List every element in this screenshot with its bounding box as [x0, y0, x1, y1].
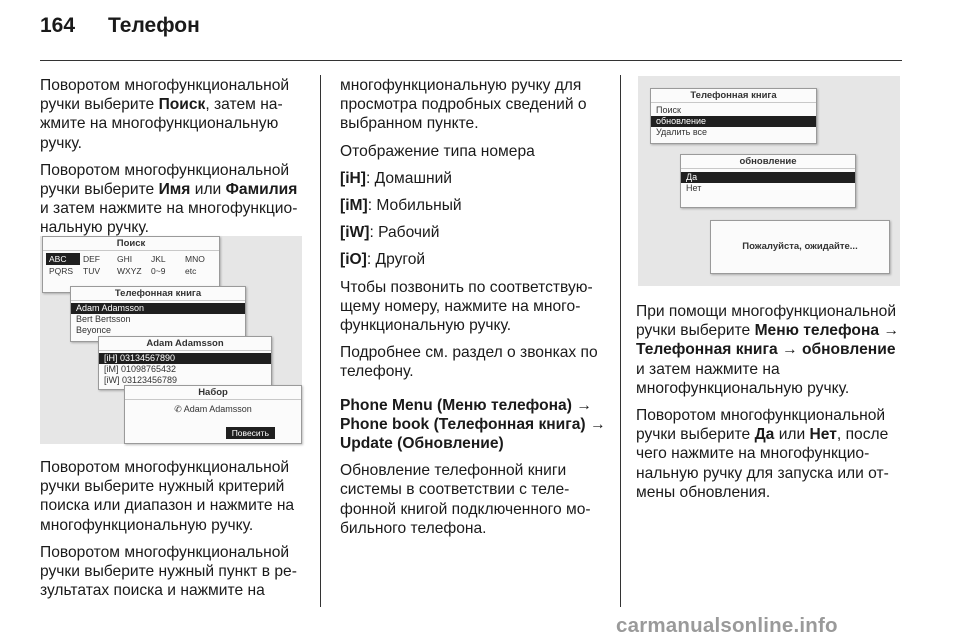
- figure-phonebook-update: [638, 76, 900, 286]
- grid-cell[interactable]: 0~9: [151, 266, 166, 276]
- paragraph: При помощи многофункциональной ручки выберите Меню телефона → Телефонная книга → обновление и затем нажмите на многофункциональную ручку.: [636, 303, 899, 397]
- paragraph: Подробнее см. раздел о звонках по телефону.: [340, 344, 598, 381]
- paragraph: Поворотом многофункциональной ручки выберите нужный пункт в результатах поиска и нажмите на: [40, 543, 297, 600]
- grid-cell[interactable]: DEF: [83, 254, 100, 264]
- paragraph: Обновление телефонной книги системы в соответствии с телефонной книгой подключенного мобильного телефона.: [340, 462, 591, 537]
- paragraph: Поворотом многофункциональной ручки выберите Да или Нет, после чего нажмите на многофункциональную ручку для запуска или отмены обновления.: [636, 407, 889, 501]
- list-item[interactable]: обновление: [651, 116, 816, 127]
- dial-contact: [125, 400, 301, 415]
- window-title: Набор: [125, 386, 301, 400]
- column-divider-2: [620, 75, 621, 607]
- hang-up-button[interactable]: Повесить: [226, 427, 275, 439]
- grid-cell[interactable]: TUV: [83, 266, 100, 276]
- option-yes[interactable]: Да: [681, 172, 855, 183]
- window-title: Телефонная книга: [651, 89, 816, 103]
- dial-window: [124, 385, 302, 444]
- phone-icon: ✆: [174, 404, 182, 414]
- paragraph: Поворотом многофункциональной ручки выберите Имя или Фамилия и затем нажмите на многофункциональную ручку.: [40, 161, 298, 237]
- watermark: carmanualsonline.info: [616, 614, 838, 637]
- window-title: обновление: [681, 155, 855, 169]
- grid-cell[interactable]: etc: [185, 266, 197, 276]
- grid-cell[interactable]: WXYZ: [117, 266, 142, 276]
- page-title: Телефон: [108, 14, 200, 37]
- window-title: Adam Adamsson: [99, 337, 271, 351]
- list-item[interactable]: Adam Adamsson: [71, 303, 245, 314]
- paragraph: Поворотом многофункциональной ручки выберите Поиск, затем нажмите на многофункциональную ручку.: [40, 77, 290, 152]
- column-1-lower: [40, 458, 306, 608]
- paragraph: Поворотом многофункциональной ручки выберите нужный критерий поиска или диапазон и нажмите на многофункциональную ручку.: [40, 459, 295, 534]
- phone-number[interactable]: [iM] 01098765432: [104, 364, 177, 374]
- figure-phonebook-search: [40, 236, 302, 444]
- type-item: [iO]: Другой: [340, 251, 426, 269]
- phone-number[interactable]: [iH] 03134567890: [99, 353, 271, 364]
- wait-window: [710, 220, 890, 274]
- section-heading: Phone Menu (Меню телефона) → Phone book (Телефонная книга) → Update (Обновление): [340, 396, 606, 453]
- grid-cell[interactable]: MNO: [185, 254, 205, 264]
- update-window: [680, 154, 856, 208]
- letter-grid: [43, 251, 219, 279]
- list-item[interactable]: Bert Bertsson: [76, 314, 131, 324]
- grid-cell[interactable]: GHI: [117, 254, 133, 264]
- phone-number[interactable]: [iW] 03123456789: [104, 375, 178, 385]
- window-title: Телефонная книга: [71, 287, 245, 301]
- list-item[interactable]: Удалить все: [656, 127, 708, 137]
- column-divider-1: [320, 75, 321, 607]
- list-item[interactable]: Beyonce: [76, 325, 112, 335]
- paragraph: многофункциональную ручку для просмотра подробных сведений о выбранном пункте.: [340, 77, 587, 133]
- option-no[interactable]: Нет: [686, 183, 702, 193]
- column-1: [40, 76, 306, 246]
- grid-cell[interactable]: JKL: [151, 254, 166, 264]
- grid-cell[interactable]: ABC: [46, 253, 80, 265]
- paragraph: Чтобы позвонить по соответствующему номеру, нажмите на многофункциональную ручку.: [340, 278, 593, 335]
- type-item: [iM]: Мобильный: [340, 197, 462, 215]
- header-rule: [40, 60, 902, 61]
- window-title: Поиск: [43, 237, 219, 251]
- page-number: 164: [40, 14, 76, 37]
- column-2: [340, 76, 608, 546]
- page-header: [40, 14, 200, 38]
- phonebook-window: [70, 286, 246, 342]
- dial-name: Adam Adamsson: [183, 404, 252, 414]
- paragraph: Отображение типа номера: [340, 142, 535, 160]
- wait-message: Пожалуйста, ожидайте...: [742, 241, 858, 252]
- type-item: [iW]: Рабочий: [340, 224, 440, 242]
- contact-window: [98, 336, 272, 390]
- type-item: [iH]: Домашний: [340, 169, 452, 187]
- grid-cell[interactable]: PQRS: [49, 266, 74, 276]
- list-item[interactable]: Поиск: [656, 105, 681, 115]
- search-window: [42, 236, 220, 293]
- phonebook-menu-window: [650, 88, 817, 144]
- column-3: [636, 302, 902, 510]
